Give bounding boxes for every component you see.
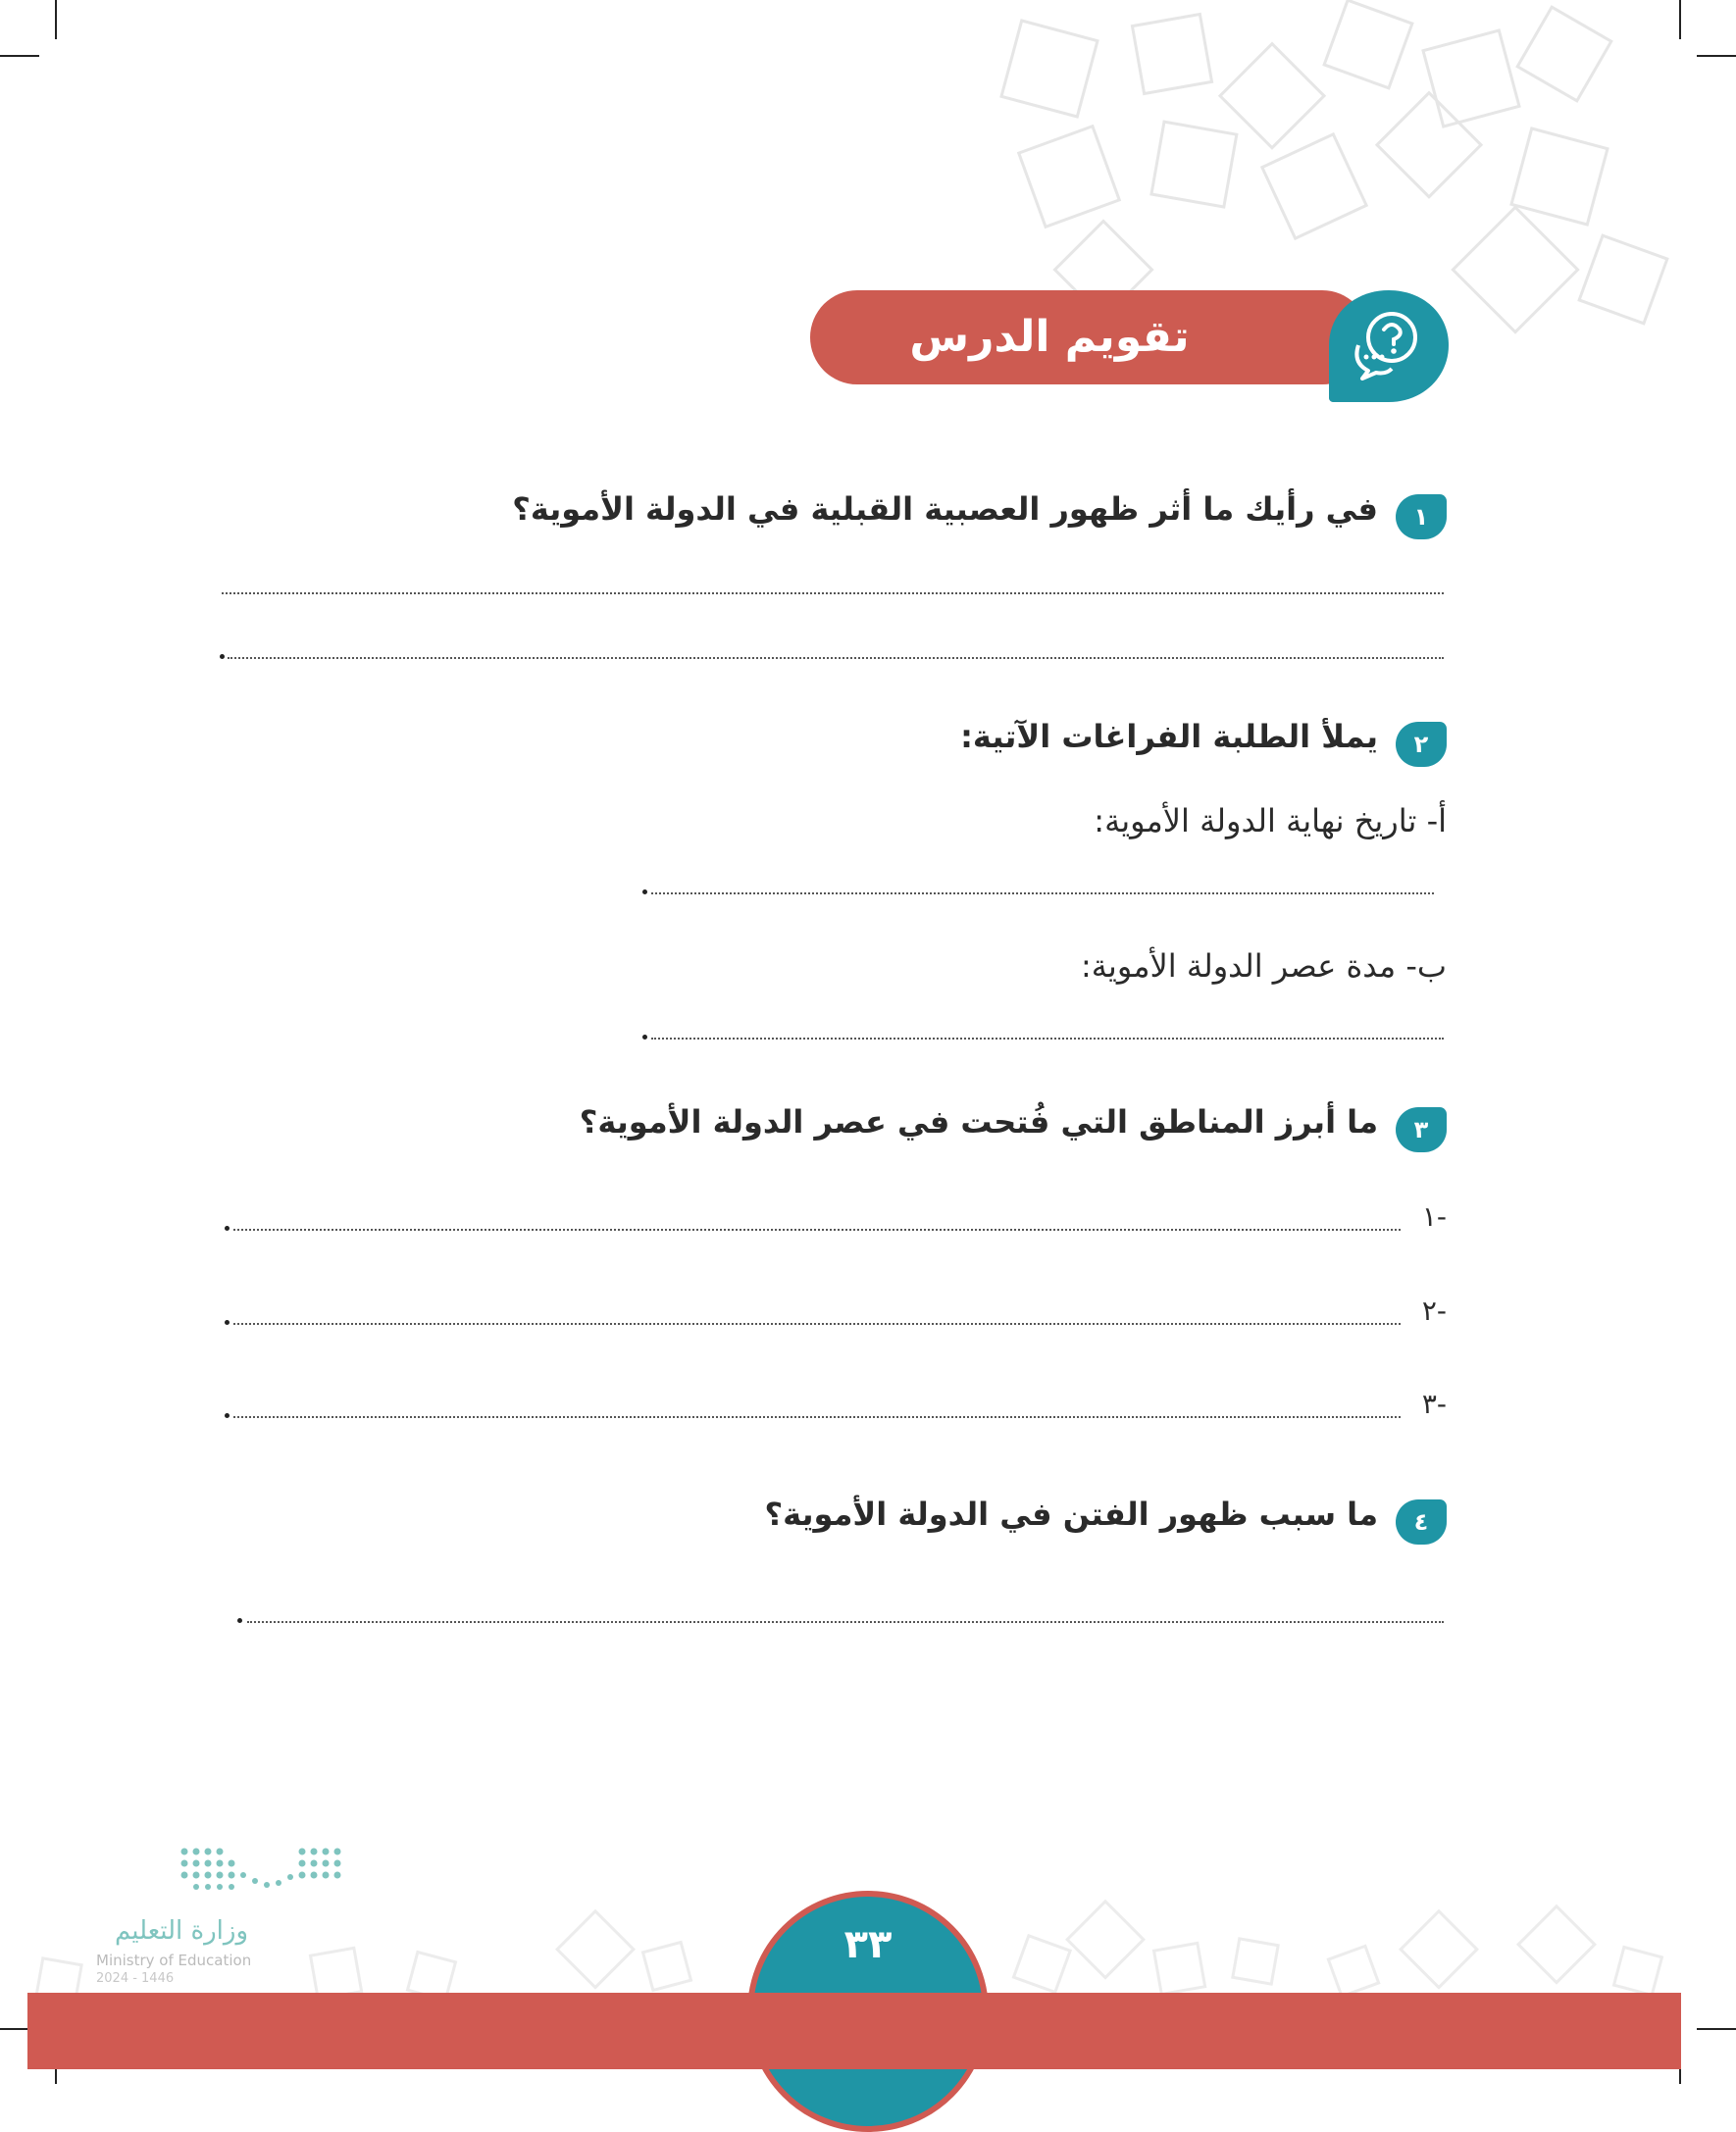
- line-end-dot: [237, 1618, 242, 1623]
- footer-bar: [27, 1993, 1681, 2069]
- line-end-dot: [225, 1226, 230, 1231]
- question-number-badge: ١: [1396, 494, 1447, 539]
- sub-question-label: ب- مدة عصر الدولة الأموية:: [1080, 947, 1447, 985]
- line-end-dot: [642, 889, 647, 894]
- answer-line[interactable]: [222, 592, 1444, 594]
- line-end-dot: [225, 1320, 230, 1325]
- question-number-badge: ٤: [1396, 1499, 1447, 1545]
- edition-year: 2024 - 1446: [96, 1971, 175, 1986]
- list-item-number: -٣: [1421, 1388, 1447, 1420]
- answer-line[interactable]: [651, 892, 1434, 894]
- page-title: تقويم الدرس الثالث: [909, 312, 1190, 456]
- list-item-number: -١: [1421, 1200, 1447, 1233]
- page-number: ٣٣: [843, 1922, 893, 1967]
- sub-question-label: أ- تاريخ نهاية الدولة الأموية:: [1094, 802, 1447, 839]
- question-text: ما سبب ظهور الفتن في الدولة الأموية؟: [764, 1496, 1378, 1533]
- question-number-badge: ٢: [1396, 722, 1447, 767]
- question-text: في رأيك ما أثر ظهور العصبية القبلية في الدولة الأموية؟: [512, 490, 1378, 528]
- answer-line[interactable]: [228, 657, 1444, 659]
- question-number-badge: ٣: [1396, 1107, 1447, 1152]
- answer-line[interactable]: [233, 1323, 1401, 1325]
- line-end-dot: [642, 1035, 647, 1040]
- line-end-dot: [220, 654, 225, 659]
- question-chat-icon: [1325, 286, 1453, 406]
- answer-line[interactable]: [651, 1038, 1444, 1040]
- answer-line[interactable]: [233, 1229, 1401, 1231]
- answer-line[interactable]: [233, 1416, 1401, 1418]
- question-text: يملأ الطلبة الفراغات الآتية:: [960, 718, 1378, 755]
- list-item-number: -٢: [1421, 1294, 1447, 1327]
- ministry-name-arabic: وزارة التعليم: [114, 1916, 249, 1946]
- question-text: ما أبرز المناطق التي فُتحت في عصر الدولة الأموية؟: [579, 1103, 1378, 1141]
- moe-logo: [177, 1844, 353, 1912]
- ministry-name-english: Ministry of Education: [96, 1952, 252, 1969]
- answer-line[interactable]: [247, 1621, 1444, 1623]
- line-end-dot: [225, 1413, 230, 1418]
